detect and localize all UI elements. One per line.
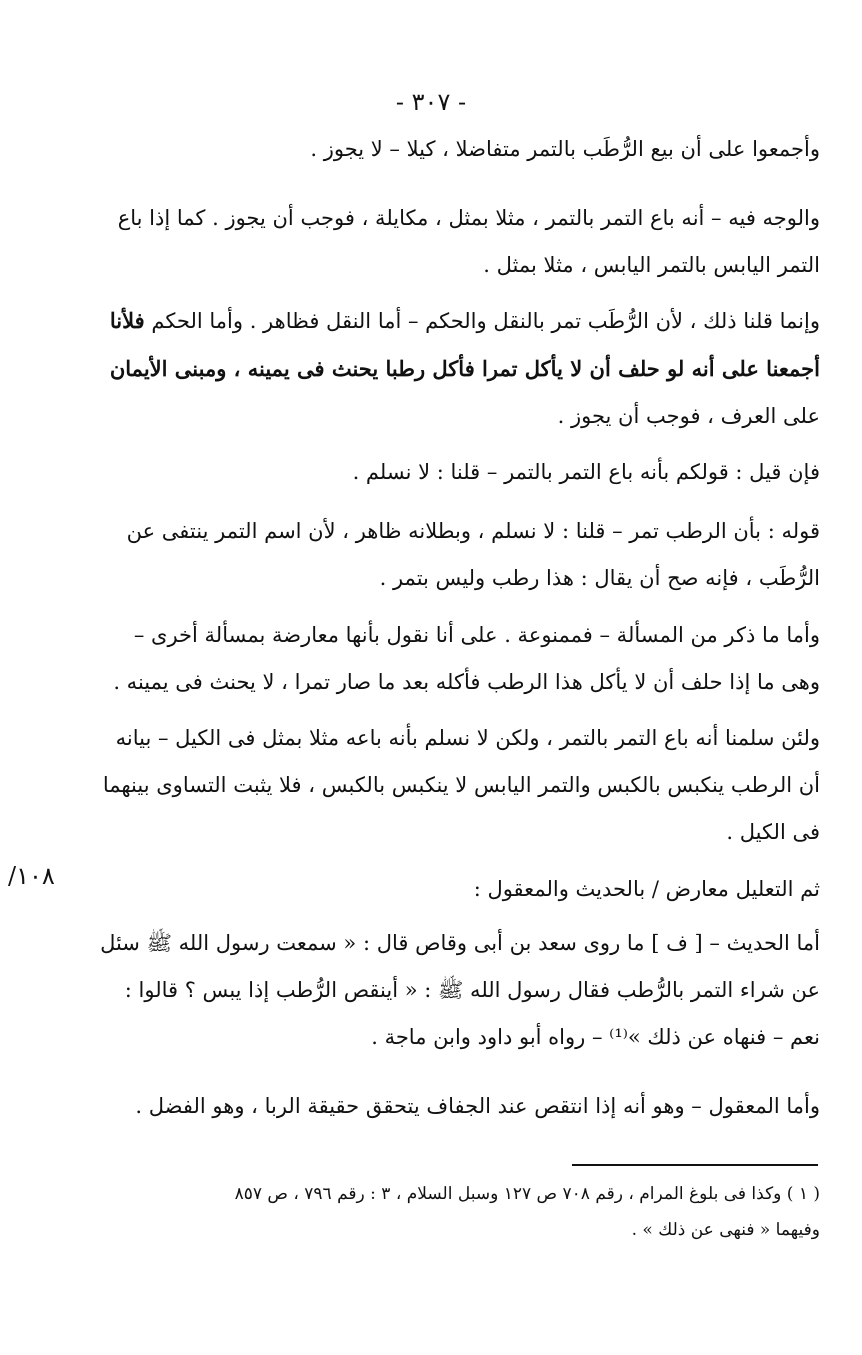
paragraph-9: أما الحديث – [ ف ] ما روى سعد بن أبى وقاص قال : « سمعت رسول الله ﷺ سئل عن شراء التمر بالرُّطب فقال رسول الله ﷺ : « أينقص الرُّطب إذا يبس ؟ قالوا : نعم – فنهاه عن ذلك »⁽¹⁾ – رواه أبو داود وابن ماجة . [100,931,820,1049]
footnote-line-1: ( ١ ) وكذا فى بلوغ المرام ، رقم ٧٠٨ ص ١٢٧ وسبل السلام ، ٣ : رقم ٧٩٦ ، ص ٨٥٧ [234,1184,820,1204]
paragraph-3-text-end: على العرف ، فوجب أن يجوز . [557,404,820,428]
footnote-line-2: وفيهما « فنهى عن ذلك » . [631,1220,820,1240]
paragraph-7: ولئن سلمنا أنه باع التمر بالتمر ، ولكن لا نسلم بأنه باعه مثلا بمثل فى الكيل – بيانه أن الرطب ينكبس بالكبس والتمر اليابس لا ينكبس بالكبس ، فلا يثبت التساوى بينهما فى الكيل . [102,726,820,844]
paragraph-8: ثم التعليل معارض / بالحديث والمعقول : [473,877,820,901]
footnote-divider [572,1164,818,1166]
paragraph-4: فإن قيل : قولكم بأنه باع التمر بالتمر – قلنا : لا نسلم . [352,460,820,484]
footnote [100,1176,820,1248]
paragraph-3 [100,297,820,440]
paragraph-3-bold-text: فلأنا أجمعنا على أنه لو حلف أن لا يأكل تمرا فأكل رطبا يحنث فى يمينه ، ومبنى الأيمان [109,308,820,381]
paragraph-2: والوجه فيه – أنه باع التمر بالتمر ، مثلا بمثل ، مكايلة ، فوجب أن يجوز . كما إذا باع التمر اليابس بالتمر اليابس ، مثلا بمثل . [117,206,820,277]
paragraph-3-text: وإنما قلنا ذلك ، لأن الرُّطَب تمر بالنقل والحكم – أما النقل فظاهر . وأما الحكم [144,309,820,333]
margin-folio-note: ١٠٨/ [8,862,55,890]
page-number: - ٣٠٧ - [395,88,467,116]
paragraph-10: وأما المعقول – وهو أنه إذا انتقص عند الجفاف يتحقق حقيقة الربا ، وهو الفضل . [135,1094,820,1118]
paragraph-6: وأما ما ذكر من المسألة – فممنوعة . على أنا نقول بأنها معارضة بمسألة أخرى – وهى ما إذا حلف أن لا يأكل هذا الرطب فأكله بعد ما صار تمرا ، لا يحنث فى يمينه . [113,623,820,694]
paragraph-1: وأجمعوا على أن بيع الرُّطَب بالتمر متفاضلا ، كيلا – لا يجوز . [310,137,820,161]
paragraph-5: قوله : بأن الرطب تمر – قلنا : لا نسلم ، وبطلانه ظاهر ، لأن اسم التمر ينتفى عن الرُّطَب ، فإنه صح أن يقال : هذا رطب وليس بتمر . [126,519,820,590]
